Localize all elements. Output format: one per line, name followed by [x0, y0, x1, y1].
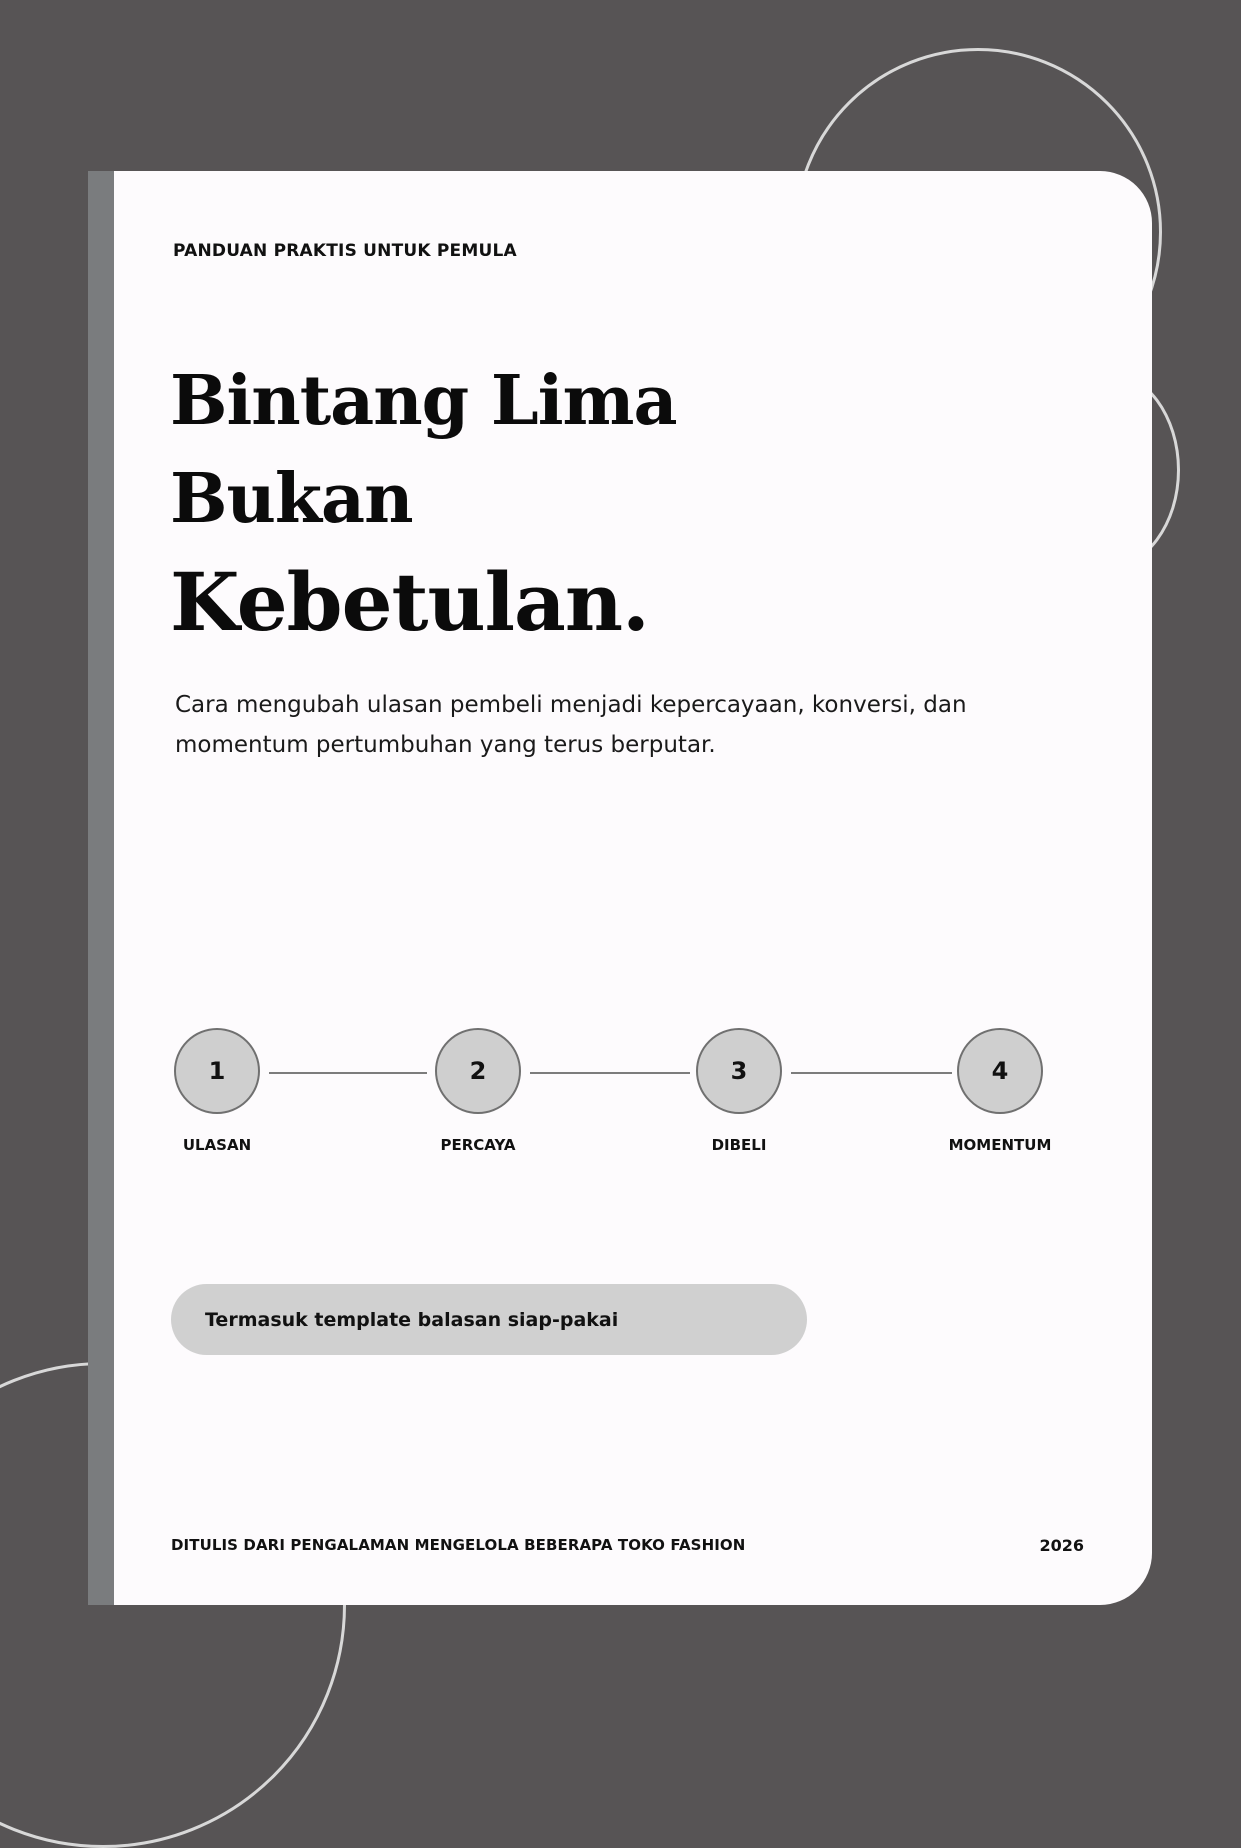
step-circle-3: 3: [696, 1028, 782, 1114]
footer-credit: DITULIS DARI PENGALAMAN MENGELOLA BEBERAPA TOKO FASHION: [171, 1536, 746, 1554]
cover-title: [170, 351, 677, 657]
title-line-2: Bukan: [170, 459, 413, 539]
step-connector: [269, 1072, 427, 1074]
footer-year: 2026: [1039, 1536, 1084, 1555]
cover-card: [114, 171, 1152, 1605]
step-label-2: PERCAYA: [440, 1136, 516, 1154]
template-badge: Termasuk template balasan siap-pakai: [171, 1284, 807, 1355]
step-label-3: DIBELI: [711, 1136, 767, 1154]
title-line-3: Kebetulan.: [170, 555, 649, 649]
step-label-1: ULASAN: [182, 1136, 252, 1154]
step-connector: [791, 1072, 952, 1074]
step-circle-2: 2: [435, 1028, 521, 1114]
cover-kicker: PANDUAN PRAKTIS UNTUK PEMULA: [173, 241, 517, 261]
step-label-4: MOMENTUM: [948, 1136, 1052, 1154]
step-connector: [530, 1072, 690, 1074]
book-spine: [88, 171, 115, 1605]
step-circle-4: 4: [957, 1028, 1043, 1114]
step-circle-1: 1: [174, 1028, 260, 1114]
title-line-1: Bintang Lima: [170, 361, 677, 441]
cover-subtitle: Cara mengubah ulasan pembeli menjadi kepercayaan, konversi, dan momentum pertumbuhan yang terus berputar.: [175, 692, 967, 758]
